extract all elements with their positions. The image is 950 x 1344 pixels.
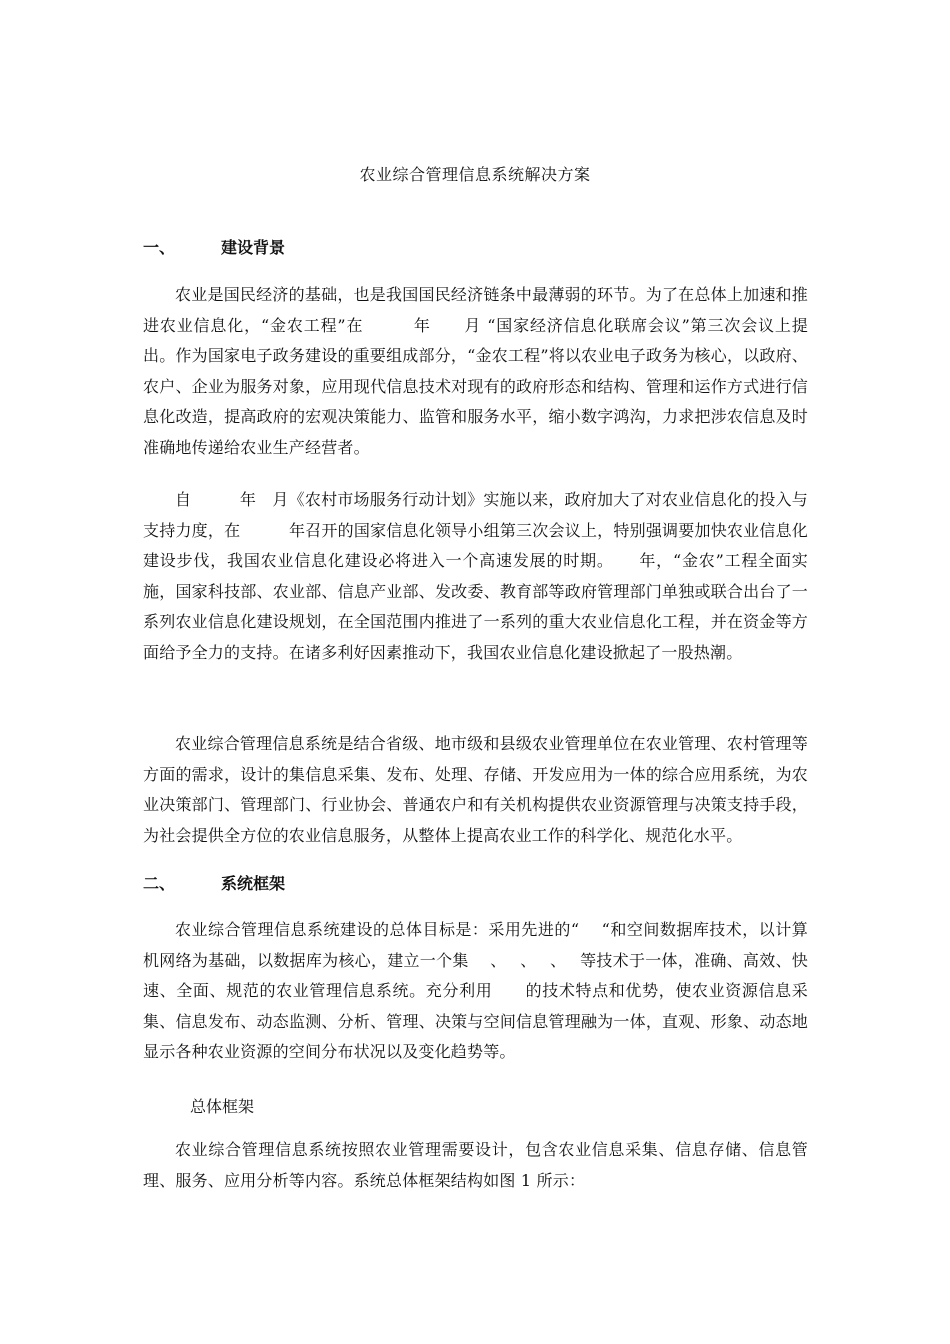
paragraph: 农业综合管理信息系统按照农业管理需要设计，包含农业信息采集、信息存储、信息管理、服务、应用分析等内容。系统总体框架结构如图 1 所示：: [143, 1140, 808, 1190]
subsection-heading: 总体框架: [190, 1097, 255, 1116]
section-title: 建设背景: [221, 238, 286, 257]
section-heading-2: [143, 872, 285, 896]
paragraph: 农业是国民经济的基础，也是我国国民经济链条中最薄弱的环节。为了在总体上加速和推进农业信息化，“金农工程”在 年 月 “国家经济信息化联席会议”第三次会议上提出。作为国家电子政务建设的重要组成部分，“金农工程”将以农业电子政务为核心，以政府、农户、企业为服务对象，应用现代信息技术对现有的政府形态和结构、管理和运作方式进行信息化改造，提高政府的宏观决策能力、监管和服务水平，缩小数字鸿沟，力求把涉农信息及时准确地传递给农业生产经营者。: [143, 285, 808, 457]
section-heading-1: [143, 236, 285, 260]
paragraph: 农业综合管理信息系统建设的总体目标是：采用先进的“ “和空间数据库技术，以计算机网络为基础，以数据库为核心，建立一个集 、 、 、 等技术于一体，准确、高效、快速、全面、规范的农业管理信息系统。充分利用 的技术特点和优势，使农业资源信息采集、信息发布、动态监测、分析、管理、决策与空间信息管理融为一体，直观、形象、动态地显示各种农业资源的空间分布状况以及变化趋势等。: [143, 920, 808, 1061]
document-title: 农业综合管理信息系统解决方案: [359, 165, 591, 184]
section-number: 一、: [143, 238, 176, 257]
paragraph: 自 年 月《农村市场服务行动计划》实施以来，政府加大了对农业信息化的投入与支持力度，在 年召开的国家信息化领导小组第三次会议上，特别强调要加快农业信息化建设步伐，我国农业信息化建设必将进入一个高速发展的时期。 年，“金农”工程全面实施，国家科技部、农业部、信息产业部、发改委、教育部等政府管理部门单独或联合出台了一系列农业信息化建设规划，在全国范围内推进了一系列的重大农业信息化工程，并在资金等方面给予全力的支持。在诸多利好因素推动下，我国农业信息化建设掀起了一股热潮。: [143, 490, 808, 662]
section-number: 二、: [143, 874, 176, 893]
section-title: 系统框架: [221, 874, 286, 893]
paragraph: 农业综合管理信息系统是结合省级、地市级和县级农业管理单位在农业管理、农村管理等方面的需求，设计的集信息采集、发布、处理、存储、开发应用为一体的综合应用系统，为农业决策部门、管理部门、行业协会、普通农户和有关机构提供农业资源管理与决策支持手段，为社会提供全方位的农业信息服务，从整体上提高农业工作的科学化、规范化水平。: [143, 734, 808, 845]
